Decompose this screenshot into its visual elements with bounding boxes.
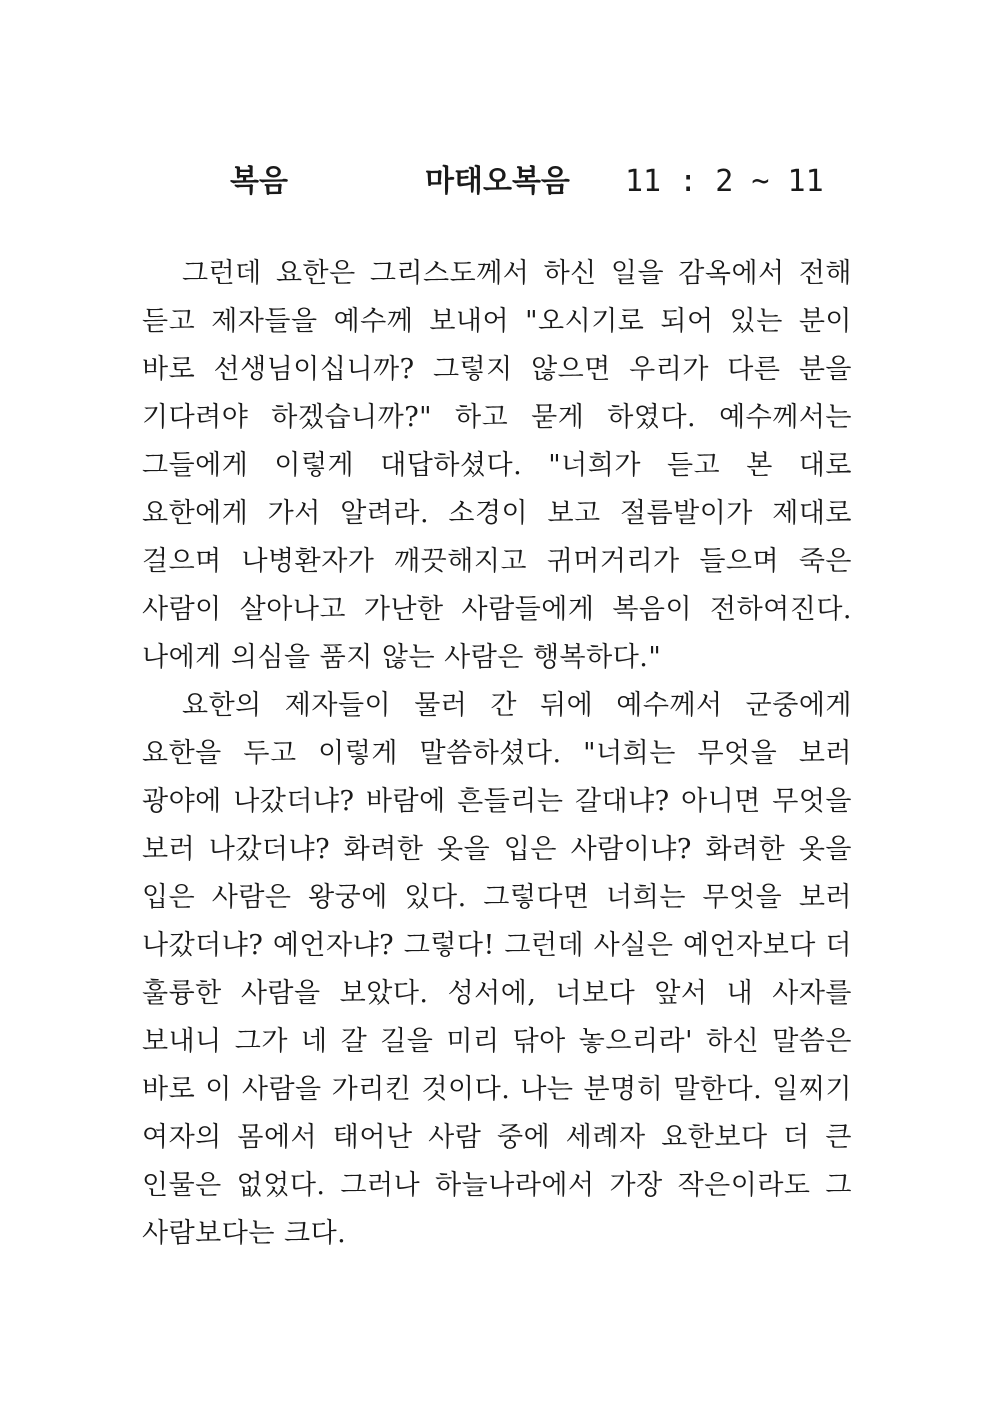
verse-reference: 11 : 2 ~ 11 [625,164,824,199]
paragraph-2: 요한의 제자들이 물러 간 뒤에 예수께서 군중에게 요한을 두고 이렇게 말씀하셨다. "너희는 무엇을 보러 광야에 나갔더냐? 바람에 흔들리는 갈대냐? 아니면 무엇을 보러 나갔더냐? 화려한 옷을 입은 사람이냐? 화려한 옷을 입은 사람은 왕궁에 있다. 그렇다면 너희는 무엇을 보러 나갔더냐? 예언자냐? 그렇다! 그런데 사실은 예언자보다 더 훌륭한 사람을 보았다. 성서에, 너보다 앞서 내 사자를 보내니 그가 네 갈 길을 미리 닦아 놓으리라' 하신 말씀은 바로 이 사람을 가리킨 것이다. 나는 분명히 말한다. 일찌기 여자의 몸에서 태어난 사람 중에 세례자 요한보다 더 큰 인물은 없었다. 그러나 하늘나라에서 가장 작은이라도 그 사람보다는 크다. [142,690,852,1249]
gospel-text [142,250,852,1258]
section-label: 복음 [230,164,288,199]
paragraph-1: 그런데 요한은 그리스도께서 하신 일을 감옥에서 전해 듣고 제자들을 예수께 보내어 "오시기로 되어 있는 분이 바로 선생님이십니까? 그렇지 않으면 우리가 다른 분을 기다려야 하겠습니까?" 하고 묻게 하였다. 예수께서는 그들에게 이렇게 대답하셨다. "너희가 듣고 본 대로 요한에게 가서 알려라. 소경이 보고 절름발이가 제대로 걸으며 나병환자가 깨끗해지고 귀머거리가 들으며 죽은 사람이 살아나고 가난한 사람들에게 복음이 전하여진다. 나에게 의심을 품지 않는 사람은 행복하다." [142,258,852,673]
book-title: 마태오복음 [425,164,570,199]
